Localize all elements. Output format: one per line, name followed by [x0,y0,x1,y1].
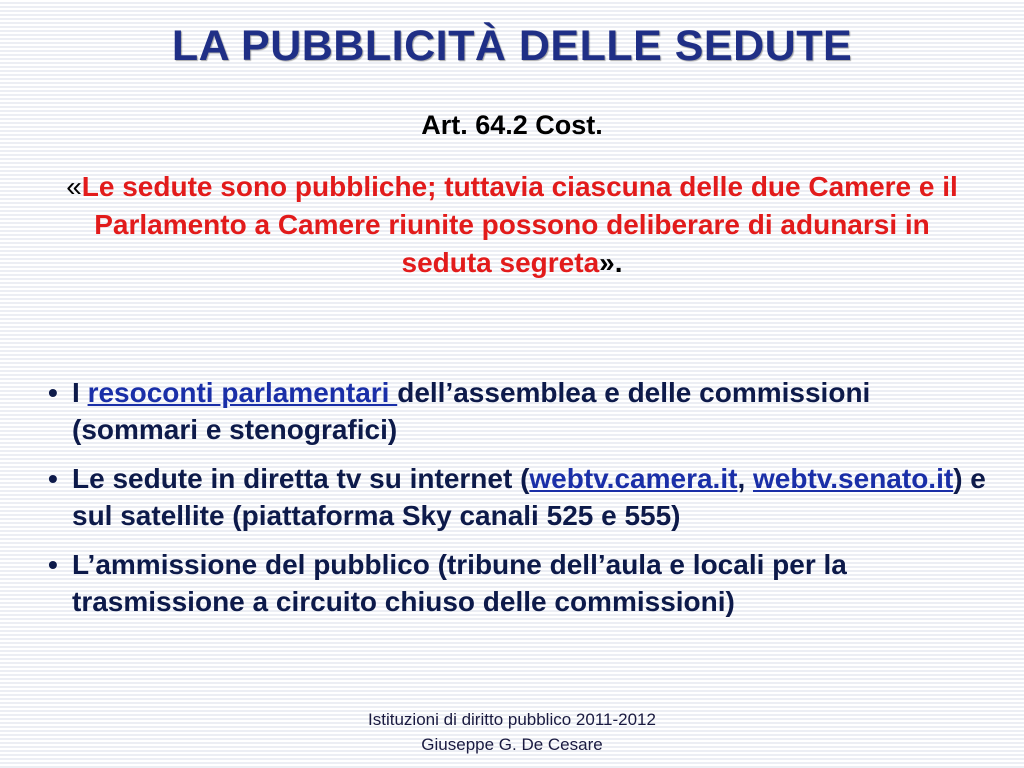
slide-subtitle: Art. 64.2 Cost. [421,110,603,140]
bullet-marker: • [48,463,58,494]
bullet-text: dell’assemblea e delle commissioni (sommari e stenografici) [72,377,871,445]
bullet-marker: • [48,377,58,408]
bullet-text: L’ammissione del pubblico (tribune dell’aula e locali per la trasmissione a circuito chiuso delle commissioni) [72,549,847,617]
footer-course: Istituzioni di diritto pubblico 2011-2012 [368,710,656,729]
bullet-item-webtv [44,460,994,534]
footer-author: Giuseppe G. De Cesare [421,735,603,754]
bullet-item-resoconti [44,374,994,448]
webtv-senato-link[interactable]: webtv.senato.it [753,463,954,494]
bullet-text: I [72,377,88,408]
resoconti-parlamentari-link[interactable]: resoconti parlamentari [87,377,398,408]
bullet-marker: • [48,549,58,580]
quote-open-mark: « [66,171,82,202]
quote-close-mark: ». [599,247,623,278]
bullet-list [44,374,994,632]
slide-title: LA PUBBLICITÀ DELLE SEDUTE [171,22,853,70]
constitution-quote [60,168,964,282]
bullet-text: ) e sul satellite (piattaforma Sky canali 525 e 555) [72,463,986,531]
bullet-text: , [737,463,753,494]
bullet-text: Le sedute in diretta tv su internet ( [72,463,530,494]
webtv-camera-link[interactable]: webtv.camera.it [529,463,738,494]
quote-text: Le sedute sono pubbliche; tuttavia ciascuna delle due Camere e il Parlamento a Camere riunite possono deliberare di adunarsi in seduta segreta [81,171,958,278]
slide-footer [0,707,1024,757]
bullet-item-pubblico [44,546,994,620]
